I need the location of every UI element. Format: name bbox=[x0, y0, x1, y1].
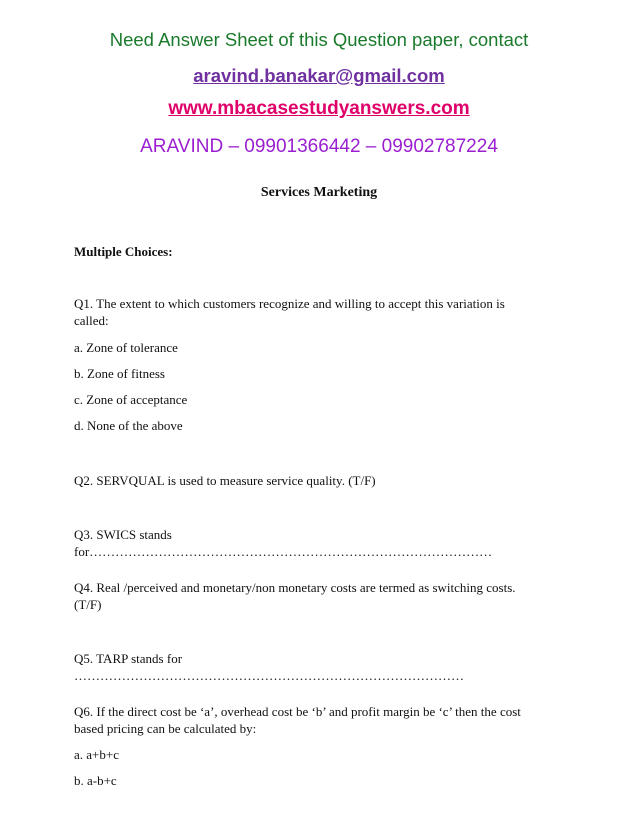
email-link[interactable]: aravind.banakar@gmail.com bbox=[193, 65, 445, 86]
question-3: Q3. SWICS stands for………………………………………………………………………………… bbox=[74, 527, 493, 559]
phone-line: ARAVIND – 09901366442 – 09902787224 bbox=[140, 136, 498, 157]
question-1-option-b: b. Zone of fitness bbox=[74, 366, 165, 381]
question-6-option-b: b. a-b+c bbox=[74, 773, 117, 788]
question-6-option-a: a. a+b+c bbox=[74, 747, 119, 762]
question-1-option-c: c. Zone of acceptance bbox=[74, 392, 188, 407]
contact-line: Need Answer Sheet of this Question paper, contact bbox=[109, 29, 529, 50]
question-5: Q5. TARP stands for ……………………………………………………………………………… bbox=[74, 651, 464, 683]
question-1-option-d: d. None of the above bbox=[74, 418, 183, 433]
section-heading: Multiple Choices: bbox=[74, 244, 173, 259]
question-1-line-1: Q1. The extent to which customers recognize and willing to accept this variation is bbox=[74, 296, 505, 311]
question-1-option-a: a. Zone of tolerance bbox=[74, 340, 178, 355]
question-1-line-2: called: bbox=[74, 313, 109, 328]
document-title: Services Marketing bbox=[260, 185, 378, 200]
question-2: Q2. SERVQUAL is used to measure service quality. (T/F) bbox=[74, 473, 376, 488]
question-6-line-1: Q6. If the direct cost be ‘a’, overhead cost be ‘b’ and profit margin be ‘c’ then the cost bbox=[74, 704, 521, 719]
question-6-line-2: based pricing can be calculated by: bbox=[74, 721, 257, 736]
website-link[interactable]: www.mbacasestudyanswers.com bbox=[168, 98, 470, 119]
question-4-line-2: (T/F) bbox=[74, 597, 102, 612]
question-4-line-1: Q4. Real /perceived and monetary/non monetary costs are termed as switching costs. bbox=[74, 580, 516, 595]
